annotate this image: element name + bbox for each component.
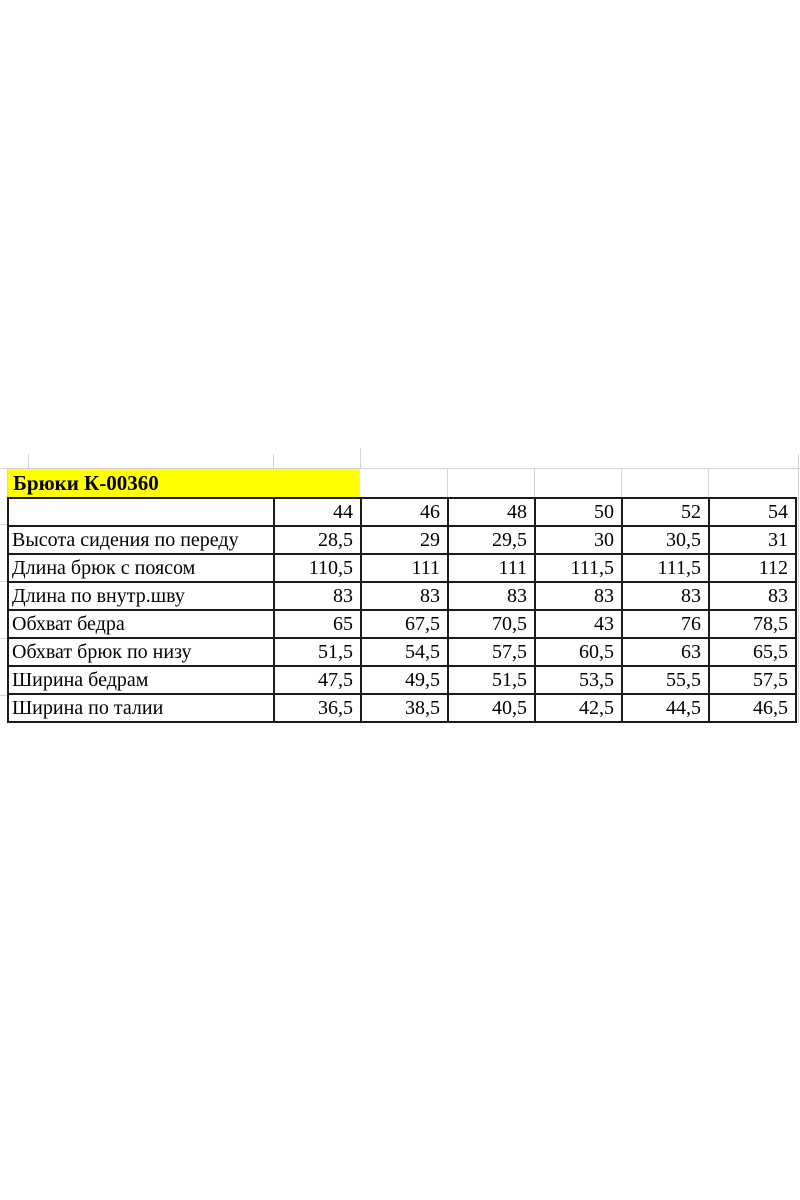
size-table: [7, 497, 797, 723]
product-title-cell[interactable]: [7, 469, 360, 497]
measurement-value-cell[interactable]: 63: [622, 638, 709, 666]
size-header-cell[interactable]: 46: [361, 498, 448, 526]
gridline-stub: [0, 581, 7, 582]
measurement-value-cell[interactable]: 30: [535, 526, 622, 554]
measurement-value-cell[interactable]: 65,5: [709, 638, 796, 666]
measurement-value-cell[interactable]: 83: [709, 582, 796, 610]
measurement-label-cell[interactable]: Обхват бедра: [8, 610, 274, 638]
gridline-vertical: [28, 454, 29, 468]
table-row: [8, 526, 796, 554]
measurement-value-cell[interactable]: 83: [535, 582, 622, 610]
measurement-value-cell[interactable]: 83: [274, 582, 361, 610]
gridline-vertical: [708, 469, 709, 497]
table-row: [8, 638, 796, 666]
measurement-value-cell[interactable]: 53,5: [535, 666, 622, 694]
corner-cell[interactable]: [8, 498, 274, 526]
table-row: [8, 554, 796, 582]
product-title: Брюки К-00360: [13, 470, 159, 495]
measurement-value-cell[interactable]: 46,5: [709, 694, 796, 722]
measurement-value-cell[interactable]: 76: [622, 610, 709, 638]
measurement-label-cell[interactable]: Длина брюк с поясом: [8, 554, 274, 582]
measurement-value-cell[interactable]: 57,5: [709, 666, 796, 694]
measurement-value-cell[interactable]: 70,5: [448, 610, 535, 638]
gridline-stub: [0, 524, 7, 525]
measurement-value-cell[interactable]: 111,5: [622, 554, 709, 582]
measurement-label-cell[interactable]: Высота сидения по переду: [8, 526, 274, 554]
measurement-value-cell[interactable]: 111: [448, 554, 535, 582]
measurement-value-cell[interactable]: 38,5: [361, 694, 448, 722]
measurement-value-cell[interactable]: 30,5: [622, 526, 709, 554]
measurement-value-cell[interactable]: 51,5: [274, 638, 361, 666]
gridline-vertical: [534, 469, 535, 497]
gridline-vertical: [798, 454, 799, 723]
measurement-value-cell[interactable]: 54,5: [361, 638, 448, 666]
measurement-value-cell[interactable]: 110,5: [274, 554, 361, 582]
table-row: [8, 694, 796, 722]
gridline-vertical: [360, 448, 361, 468]
measurement-value-cell[interactable]: 67,5: [361, 610, 448, 638]
measurement-value-cell[interactable]: 111: [361, 554, 448, 582]
measurement-value-cell[interactable]: 60,5: [535, 638, 622, 666]
size-header-cell[interactable]: 52: [622, 498, 709, 526]
measurement-value-cell[interactable]: 112: [709, 554, 796, 582]
measurement-value-cell[interactable]: 29: [361, 526, 448, 554]
measurement-value-cell[interactable]: 31: [709, 526, 796, 554]
measurement-value-cell[interactable]: 55,5: [622, 666, 709, 694]
gridline-stub: [0, 638, 7, 639]
measurement-value-cell[interactable]: 78,5: [709, 610, 796, 638]
measurement-label-cell[interactable]: Длина по внутр.шву: [8, 582, 274, 610]
size-header-cell[interactable]: 50: [535, 498, 622, 526]
measurement-value-cell[interactable]: 42,5: [535, 694, 622, 722]
table-row: [8, 610, 796, 638]
size-table-body: [8, 526, 796, 722]
table-row: [8, 666, 796, 694]
size-header-row: [8, 498, 796, 526]
measurement-value-cell[interactable]: 36,5: [274, 694, 361, 722]
measurement-label-cell[interactable]: Ширина бедрам: [8, 666, 274, 694]
measurement-label-cell[interactable]: Обхват брюк по низу: [8, 638, 274, 666]
measurement-value-cell[interactable]: 47,5: [274, 666, 361, 694]
measurement-value-cell[interactable]: 51,5: [448, 666, 535, 694]
size-header-cell[interactable]: 44: [274, 498, 361, 526]
size-header-cell[interactable]: 48: [448, 498, 535, 526]
measurement-value-cell[interactable]: 83: [448, 582, 535, 610]
measurement-value-cell[interactable]: 83: [622, 582, 709, 610]
measurement-value-cell[interactable]: 44,5: [622, 694, 709, 722]
gridline-vertical: [447, 469, 448, 497]
measurement-value-cell[interactable]: 57,5: [448, 638, 535, 666]
measurement-value-cell[interactable]: 29,5: [448, 526, 535, 554]
measurement-value-cell[interactable]: 40,5: [448, 694, 535, 722]
measurement-value-cell[interactable]: 43: [535, 610, 622, 638]
gridline-vertical: [621, 469, 622, 497]
measurement-value-cell[interactable]: 111,5: [535, 554, 622, 582]
measurement-value-cell[interactable]: 28,5: [274, 526, 361, 554]
table-row: [8, 582, 796, 610]
gridline-vertical: [273, 454, 274, 468]
measurement-label-cell[interactable]: Ширина по талии: [8, 694, 274, 722]
gridline-stub: [0, 695, 7, 696]
measurement-value-cell[interactable]: 49,5: [361, 666, 448, 694]
measurement-value-cell[interactable]: 83: [361, 582, 448, 610]
size-header-cell[interactable]: 54: [709, 498, 796, 526]
measurement-value-cell[interactable]: 65: [274, 610, 361, 638]
